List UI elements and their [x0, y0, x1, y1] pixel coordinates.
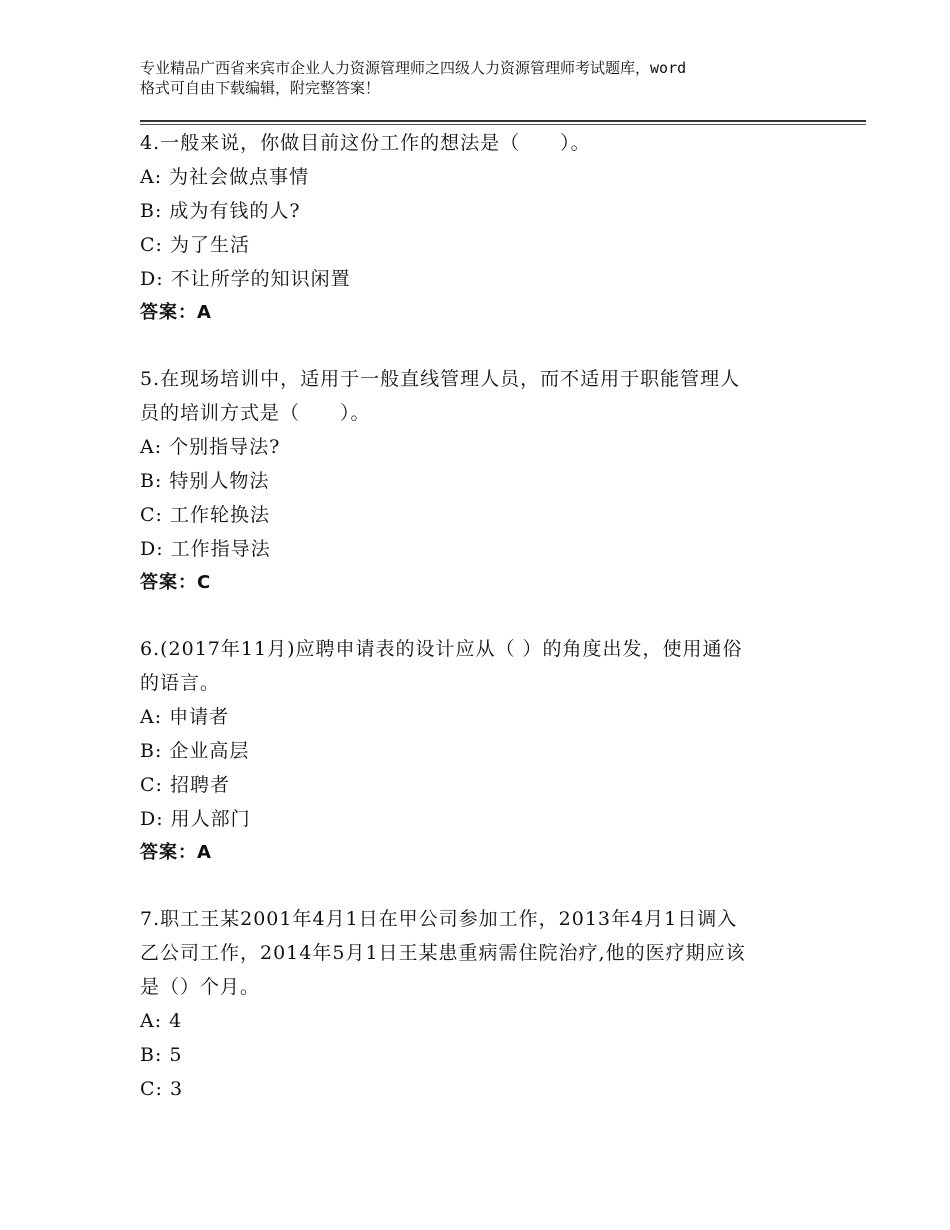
option-b: B: 特别人物法: [140, 470, 270, 492]
header-title-line-1: 专业精品广西省来宾市企业人力资源管理师之四级人力资源管理师考试题库，word: [140, 59, 687, 77]
question-stem-continued: 是（）个月。: [140, 976, 261, 998]
option-a: A: 个别指导法?: [140, 436, 281, 458]
option-c: C: 工作轮换法: [140, 504, 270, 526]
header-rule-thick: [140, 120, 866, 122]
question-stem: 6.(2017年11月)应聘申请表的设计应从（ ）的角度出发，使用通俗: [140, 638, 743, 660]
answer-label: 答案：A: [140, 842, 212, 863]
question-6: [140, 632, 820, 870]
option-b: B: 企业高层: [140, 740, 250, 762]
option-d: D: 用人部门: [140, 808, 251, 830]
option-c: C: 为了生活: [140, 234, 250, 256]
option-d: D: 工作指导法: [140, 538, 271, 560]
question-stem-continued: 的语言。: [140, 672, 221, 694]
question-stem: 5.在现场培训中，适用于一般直线管理人员，而不适用于职能管理人: [140, 368, 741, 390]
question-4: [140, 126, 820, 330]
question-stem-continued: 员的培训方式是（ ）。: [140, 402, 371, 424]
question-stem: 7.职工王某2001年4月1日在甲公司参加工作，2013年4月1日调入: [140, 908, 738, 930]
answer-label: 答案：A: [140, 302, 212, 323]
option-a: A: 4: [140, 1010, 183, 1032]
question-5: [140, 362, 820, 600]
option-b: B: 5: [140, 1044, 183, 1066]
question-stem: 4.一般来说，你做目前这份工作的想法是（ ）。: [140, 132, 591, 154]
option-c: C: 3: [140, 1078, 184, 1100]
header-rule-thin: [140, 124, 866, 125]
option-c: C: 招聘者: [140, 774, 230, 796]
header-title-line-2: 格式可自由下载编辑，附完整答案！: [140, 79, 381, 97]
question-7: [140, 902, 820, 1106]
option-d: D: 不让所学的知识闲置: [140, 268, 351, 290]
option-a: A: 为社会做点事情: [140, 166, 310, 188]
question-stem-continued: 乙公司工作，2014年5月1日王某患重病需住院治疗,他的医疗期应该: [140, 942, 746, 964]
document-header: [140, 58, 830, 98]
option-b: B: 成为有钱的人?: [140, 200, 301, 222]
question-list: [140, 126, 820, 1138]
answer-label: 答案：C: [140, 572, 212, 593]
option-a: A: 申请者: [140, 706, 230, 728]
